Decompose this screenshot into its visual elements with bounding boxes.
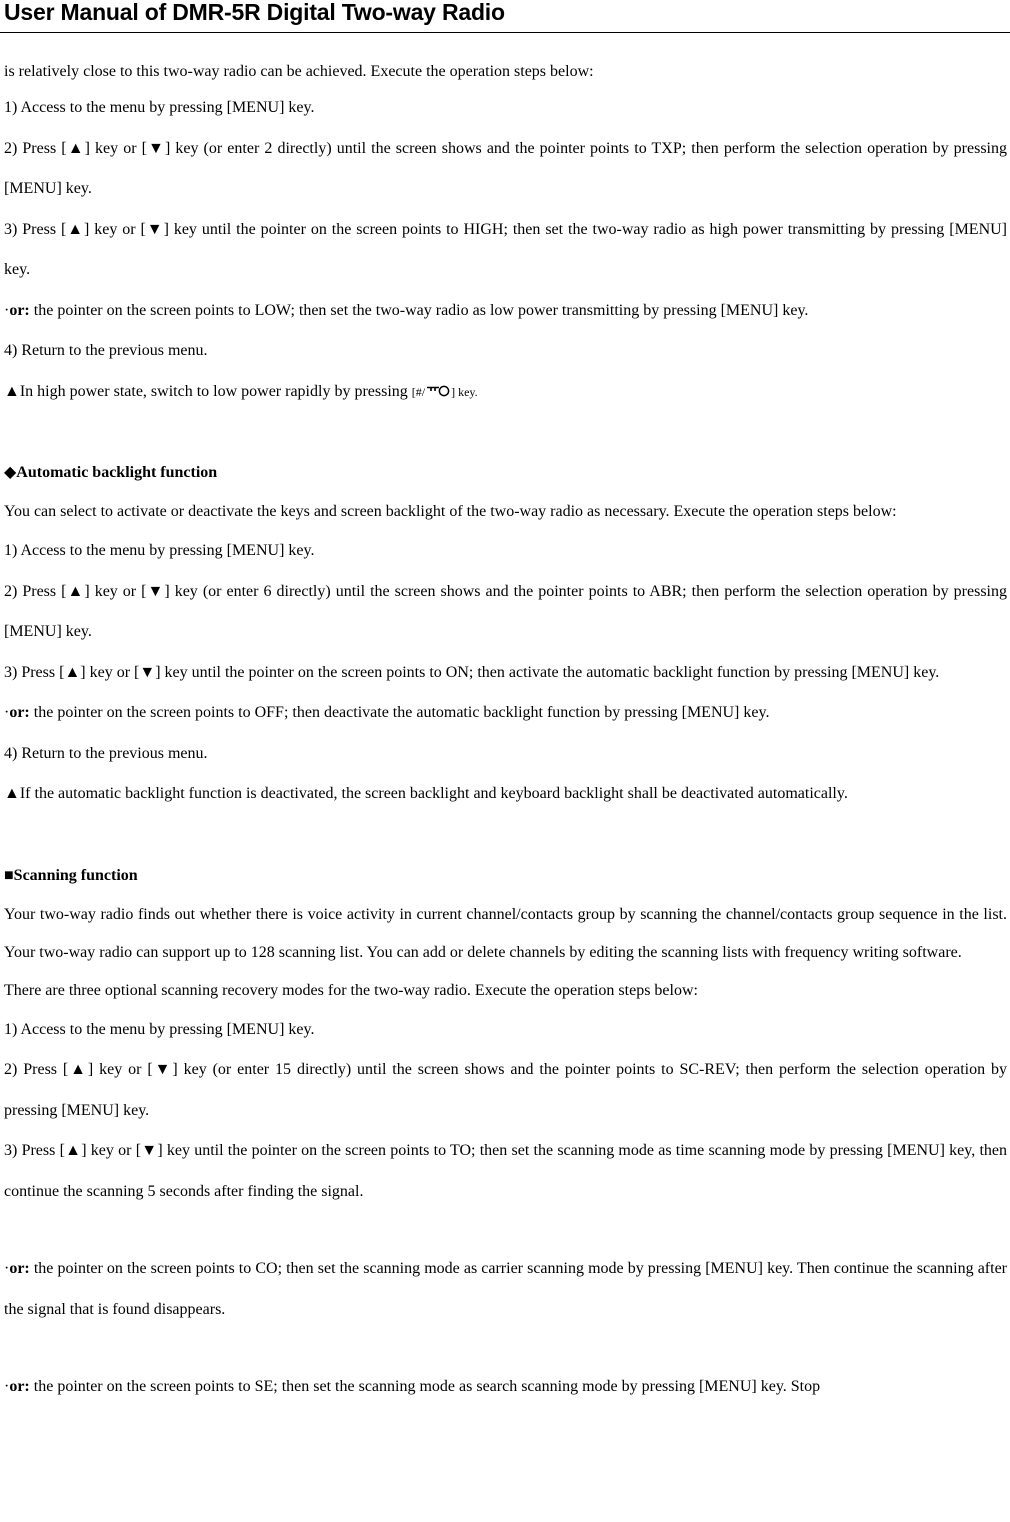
scanning-modes-intro: There are three optional scanning recovery modes for the two-way radio. Execute the operation steps below:: [4, 981, 698, 999]
scanning-or-co: [4, 1249, 1007, 1330]
or-bullet: ·: [4, 1378, 10, 1395]
or-bullet: ·: [4, 1260, 10, 1277]
or-label: or:: [9, 301, 30, 319]
power-or-line: [4, 291, 1007, 332]
power-step-2: 2) Press [▲] key or [▼] key (or enter 2 directly) until the screen shows and the pointer points to TXP; then perform the selection operation by pressing [MENU] key.: [4, 139, 1007, 197]
backlight-heading: ◆Automatic backlight function: [4, 464, 218, 481]
power-step-3: 3) Press [▲] key or [▼] key until the pointer on the screen points to HIGH; then set the two-way radio as high power transmitting by pressing [MENU] key.: [4, 220, 1007, 278]
or-bullet: ·: [4, 301, 10, 319]
section-spacer: [4, 412, 1007, 453]
scanning-intro: Your two-way radio finds out whether there is voice activity in current channel/contacts group by scanning the channel/contacts group sequence in the list. Your two-way radio can support up to 128 scanning list. You can add or delete channels by editing the scanning lists with frequency writing software.: [4, 905, 1007, 961]
backlight-note: ▲If the automatic backlight function is deactivated, the screen backlight and keyboard backlight shall be deactivated automatically.: [4, 785, 848, 802]
backlight-or-line: [4, 693, 1007, 734]
backlight-step-1: 1) Access to the menu by pressing [MENU] key.: [4, 542, 315, 559]
key-lock-icon: [426, 373, 450, 385]
scanning-step-1: 1) Access to the menu by pressing [MENU] key.: [4, 1020, 315, 1038]
document-body: [4, 56, 1007, 1408]
or-label: or:: [9, 704, 30, 721]
scanning-step-2: 2) Press [▲] key or [▼] key (or enter 15 directly) until the screen shows and the pointer points to SC-REV; then perform the selection operation by pressing [MENU] key.: [4, 1061, 1007, 1119]
power-step-4: 4) Return to the previous menu.: [4, 342, 208, 359]
power-step-1: 1) Access to the menu by pressing [MENU] key.: [4, 99, 315, 116]
or-text: the pointer on the screen points to CO; then set the scanning mode as carrier scanning mode by pressing [MENU] key. Then continue the scanning after the signal that is found disappears.: [4, 1260, 1007, 1318]
or-text: the pointer on the screen points to LOW; then set the two-way radio as low power transmitting by pressing [MENU] key.: [29, 301, 809, 319]
page-header: [0, 0, 1010, 33]
or-text: the pointer on the screen points to OFF; then deactivate the automatic backlight function by pressing [MENU] key.: [29, 704, 770, 721]
power-intro: is relatively close to this two-way radio can be achieved. Execute the operation steps below:: [4, 63, 594, 80]
backlight-intro: You can select to activate or deactivate the keys and screen backlight of the two-way radio as necessary. Execute the operation steps below:: [4, 503, 897, 520]
key-label-open: [#/: [411, 384, 426, 399]
scanning-step-3: 3) Press [▲] key or [▼] key until the pointer on the screen points to TO; then set the scanning mode as time scanning mode by pressing [MENU] key, then continue the scanning 5 seconds after finding the signal.: [4, 1142, 1007, 1200]
or-bullet: ·: [4, 704, 10, 721]
page-title: User Manual of DMR-5R Digital Two-way Radio: [4, 0, 505, 25]
power-note: [4, 372, 1007, 413]
section-spacer: [4, 815, 1007, 856]
or-label: or:: [9, 1260, 30, 1277]
power-note-text: ▲In high power state, switch to low power rapidly by pressing: [4, 382, 412, 400]
key-label-close: ] key.: [451, 384, 478, 399]
paragraph-spacer: [4, 1212, 1007, 1249]
backlight-step-4: 4) Return to the previous menu.: [4, 744, 208, 762]
or-label: or:: [9, 1378, 30, 1395]
backlight-step-3: 3) Press [▲] key or [▼] key until the pointer on the screen points to ON; then activate the automatic backlight function by pressing [MENU] key.: [4, 663, 940, 681]
paragraph-spacer: [4, 1330, 1007, 1367]
backlight-step-2: 2) Press [▲] key or [▼] key (or enter 6 directly) until the screen shows and the pointer points to ABR; then perform the selection operation by pressing [MENU] key.: [4, 582, 1007, 640]
or-text: the pointer on the screen points to SE; then set the scanning mode as search scanning mode by pressing [MENU] key. Stop: [29, 1378, 821, 1395]
scanning-or-se: [4, 1367, 1007, 1408]
scanning-heading: ■Scanning function: [4, 866, 138, 884]
